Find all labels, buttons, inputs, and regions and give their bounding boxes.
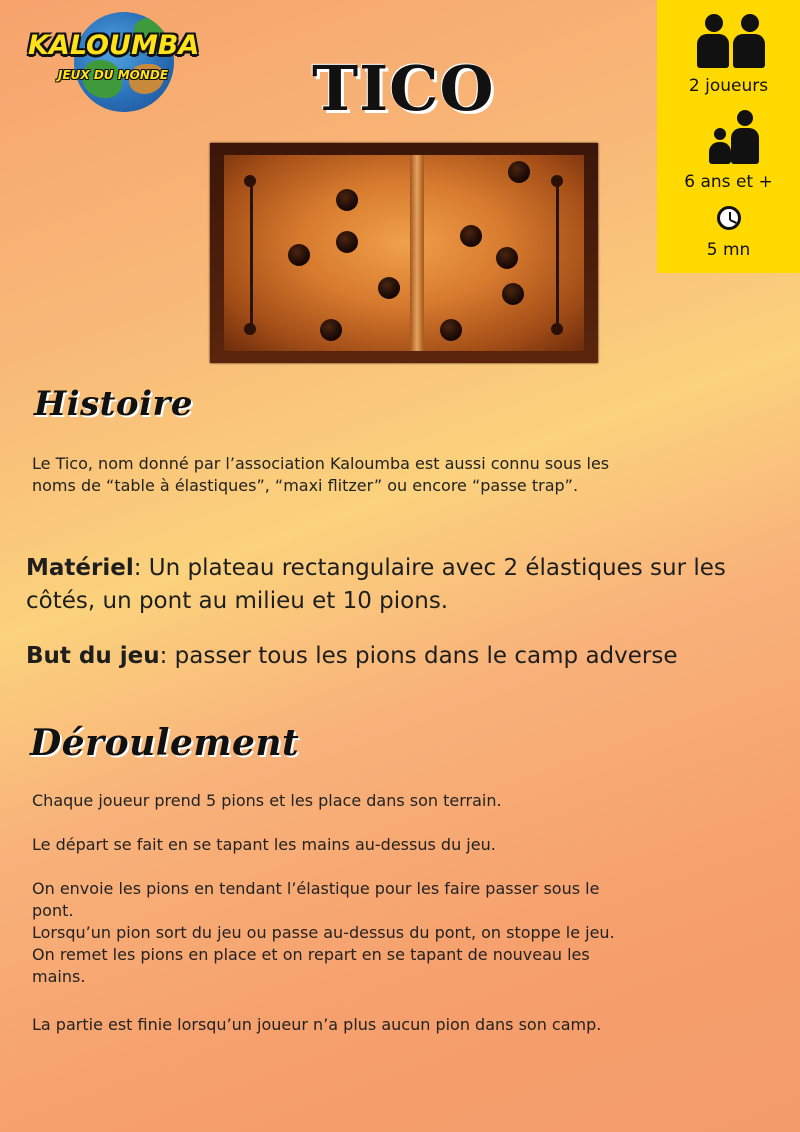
elastic-right [556,183,559,333]
age-icon [709,110,757,164]
pion [496,247,518,269]
tico-board-photo [210,143,598,363]
pion [320,319,342,341]
pion [440,319,462,341]
pion [460,225,482,247]
page-title: TICO [312,52,495,125]
deroulement-p1: Chaque joueur prend 5 pions et les place dans son terrain. [32,791,502,810]
kaloumba-logo [22,8,202,103]
pion [508,161,530,183]
globe-icon [74,12,174,112]
deroulement-p2: Le départ se fait en se tapant les mains au-dessus du jeu. [32,835,496,854]
duration-label: 5 mn [706,240,751,260]
section-heading-deroulement: Déroulement [30,722,300,764]
logo-subtitle: JEUX DU MONDE [58,68,169,82]
elastic-left [250,183,253,333]
but-description: : passer tous les pions dans le camp adverse [159,643,678,669]
age-label: 6 ans et + [684,172,773,192]
materiel-label: Matériel [26,555,134,581]
deroulement-p3: On envoie les pions en tendant l’élastique pour les faire passer sous le pont. Lorsqu’un pion sort du jeu ou passe au-dessus du pont, on stoppe le jeu. On remet les pions en place et on repart en se tapant de nouveau les mains. [32,879,615,986]
materiel-text [26,552,776,618]
pion [336,231,358,253]
deroulement-p4: La partie est finie lorsqu’un joueur n’a plus aucun pion dans son camp. [32,1015,602,1034]
pion [288,244,310,266]
materiel-description: : Un plateau rectangulaire avec 2 élastiques sur les côtés, un pont au milieu et 10 pions. [26,555,726,614]
players-label: 2 joueurs [688,76,769,96]
pion [378,277,400,299]
but-text [26,640,776,673]
histoire-text: Le Tico, nom donné par l’association Kaloumba est aussi connu sous les noms de “table à élastiques”, “maxi flitzer” ou encore “passe trap”. [32,454,610,495]
pion [336,189,358,211]
game-info-box [657,0,800,273]
logo-brand: KALOUMBA [28,30,200,61]
board-bridge [410,155,424,351]
section-heading-histoire: Histoire [34,384,194,424]
pion [502,283,524,305]
but-label: But du jeu [26,643,160,669]
players-icon [697,14,763,70]
clock-icon [717,206,741,230]
